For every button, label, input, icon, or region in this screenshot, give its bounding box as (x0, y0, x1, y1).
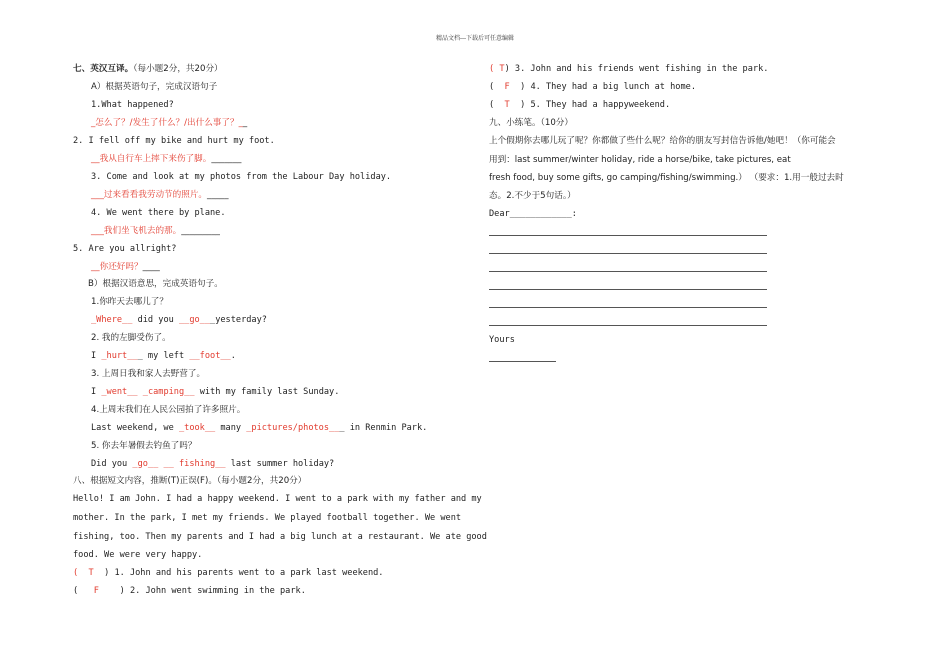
b1-chinese: 1.你昨天去哪儿了？ (91, 297, 168, 307)
b2-text-mid: _ my left (137, 351, 190, 361)
tf1-answer: T (88, 568, 94, 578)
tf2-statement: ) 2. John went swimming in the park. (119, 586, 306, 596)
tf5-answer: T (504, 100, 510, 110)
passage-line-2: mother. In the park, I met my friends. We played football together. We went (73, 513, 462, 523)
a1-blank: _ (242, 118, 248, 128)
b4-chinese: 4.上周末我们在人民公园拍了许多照片。 (91, 405, 246, 415)
tf-item-2 (73, 586, 306, 597)
tf2-answer: F (93, 586, 99, 596)
part-a-instruction: A）根据英语句子，完成汉语句子 (91, 82, 218, 92)
a4-answer: ___我们坐飞机去的那。 (91, 226, 182, 236)
a1-question: 1.What happened? (91, 100, 174, 110)
section-7-heading (73, 64, 223, 75)
writing-prompt-line-1: 上个假期你去哪儿玩了呢？你都做了些什么呢？给你的朋友写封信告诉他/她吧！（你可能会 (489, 136, 836, 146)
b4-text-start: Last weekend, we (91, 423, 179, 433)
section-8-title: 八、根据短文内容，推断(T)正误(F)。（每小题2分，共20分） (73, 476, 307, 486)
section-7-number: 七、 (73, 64, 91, 74)
tf-item-3 (489, 64, 768, 75)
section-7-title: 英汉互译。 (90, 64, 134, 74)
tf1-paren: ( (73, 568, 79, 578)
letter-salutation: Dear____________: (489, 209, 577, 219)
b2-chinese: 2. 我的左脚受伤了。 (91, 333, 171, 343)
b4-text-mid: many (215, 423, 247, 433)
b5-text-end: last summer holiday? (225, 459, 335, 469)
tf-item-5 (489, 100, 670, 111)
writing-line (489, 289, 767, 290)
tf3-statement: ) 3. John and his friends went fishing in the park. (504, 64, 769, 74)
b1-answer-2: __go__ (178, 315, 211, 325)
b2-answer-2: __foot__ (189, 351, 231, 361)
a2-answer-line (91, 154, 241, 165)
b4-text-end: _ in Renmin Park. (339, 423, 428, 433)
passage-line-3: fishing, too. Then my parents and I had a big lunch at a restaurant. We ate good (73, 532, 487, 542)
b5-text-start: Did you (91, 459, 133, 469)
a4-blank: _________ (181, 226, 220, 236)
b5-answer-2: __ fishing__ (163, 459, 226, 469)
b3-sentence (91, 387, 339, 398)
passage-line-1: Hello! I am John. I had a happy weekend. I went to a park with my father and my (73, 494, 482, 504)
letter-closing: Yours (489, 335, 515, 345)
tf4-answer: F (504, 82, 510, 92)
a5-question: 5. Are you allright? (73, 244, 177, 254)
a5-answer-line (91, 262, 160, 273)
b5-answer-1: _go__ (132, 459, 159, 469)
tf-item-4 (489, 82, 696, 93)
b3-chinese: 3. 上周日我和家人去野营了。 (91, 369, 206, 379)
tf3-answer: T (499, 64, 505, 74)
page-header: 精品文档---下载后可任意编辑 (435, 35, 515, 42)
a3-question: 3. Come and look at my photos from the Labour Day holiday. (91, 172, 392, 182)
a4-answer-line (91, 226, 220, 237)
tf5-paren: ( (489, 100, 495, 110)
writing-prompt-line-2: 用到：last summer/winter holiday, ride a horse/bike, take pictures, eat (489, 155, 791, 165)
writing-line (489, 307, 767, 308)
passage-line-4: food. We were very happy. (73, 550, 203, 560)
b1-text-mid: did you (132, 315, 179, 325)
b2-sentence (91, 351, 236, 362)
signature-line (489, 361, 556, 362)
section-9-title: 九、小练笔。（10分） (489, 118, 573, 128)
section-7-note: （每小题2分，共20分） (133, 64, 223, 74)
writing-line (489, 253, 767, 254)
a5-answer: __你还好吗？ (91, 262, 143, 272)
b3-text-end: with my family last Sunday. (194, 387, 340, 397)
part-b-instruction: B）根据汉语意思，完成英语句子。 (88, 279, 223, 289)
writing-line (489, 271, 767, 272)
tf1-statement: ) 1. John and his parents went to a park last weekend. (104, 568, 384, 578)
a1-answer-line (91, 118, 247, 129)
a2-question: 2. I fell off my bike and hurt my foot. (73, 136, 275, 146)
a3-answer: ___过来看看我劳动节的照片。 (91, 190, 208, 200)
b2-answer-1: _hurt__ (101, 351, 138, 361)
b1-sentence (91, 315, 267, 326)
b4-answer-1: _took__ (178, 423, 216, 433)
tf4-paren: ( (489, 82, 495, 92)
tf5-statement: ) 5. They had a happyweekend. (520, 100, 671, 110)
b1-text-end: _yesterday? (210, 315, 267, 325)
writing-line (489, 325, 767, 326)
b5-chinese: 5. 你去年暑假去钓鱼了吗？ (91, 441, 197, 451)
writing-prompt-line-4: 态。2.不少于5句话。） (489, 191, 576, 201)
b3-answer-2: _camping__ (142, 387, 195, 397)
a4-question: 4. We went there by plane. (91, 208, 226, 218)
a3-answer-line (91, 190, 229, 201)
tf3-paren: ( (489, 64, 495, 74)
writing-prompt-line-3: fresh food, buy some gifts, go camping/fishing/swimming.） （要求：1.用一般过去时 (489, 173, 844, 183)
a5-blank: ____ (142, 262, 160, 272)
b3-text-start: I (91, 387, 102, 397)
a3-blank: _____ (207, 190, 229, 200)
b2-text-end: . (230, 351, 236, 361)
a2-blank: _______ (211, 154, 242, 164)
b4-sentence (91, 423, 427, 434)
a1-answer: _怎么了？/发生了什么？/出什么事了？_ (91, 118, 243, 128)
tf2-paren: ( (73, 586, 79, 596)
tf4-statement: ) 4. They had a big lunch at home. (520, 82, 697, 92)
a2-answer: __我从自行车上摔下来伤了脚。 (91, 154, 212, 164)
writing-line (489, 235, 767, 236)
tf-item-1 (73, 568, 383, 579)
b3-answer-1: _went__ (101, 387, 138, 397)
b2-text-start: I (91, 351, 102, 361)
b1-answer-1: _Where__ (91, 315, 133, 325)
b4-answer-2: _pictures/photos__ (246, 423, 340, 433)
b5-sentence (91, 459, 334, 470)
